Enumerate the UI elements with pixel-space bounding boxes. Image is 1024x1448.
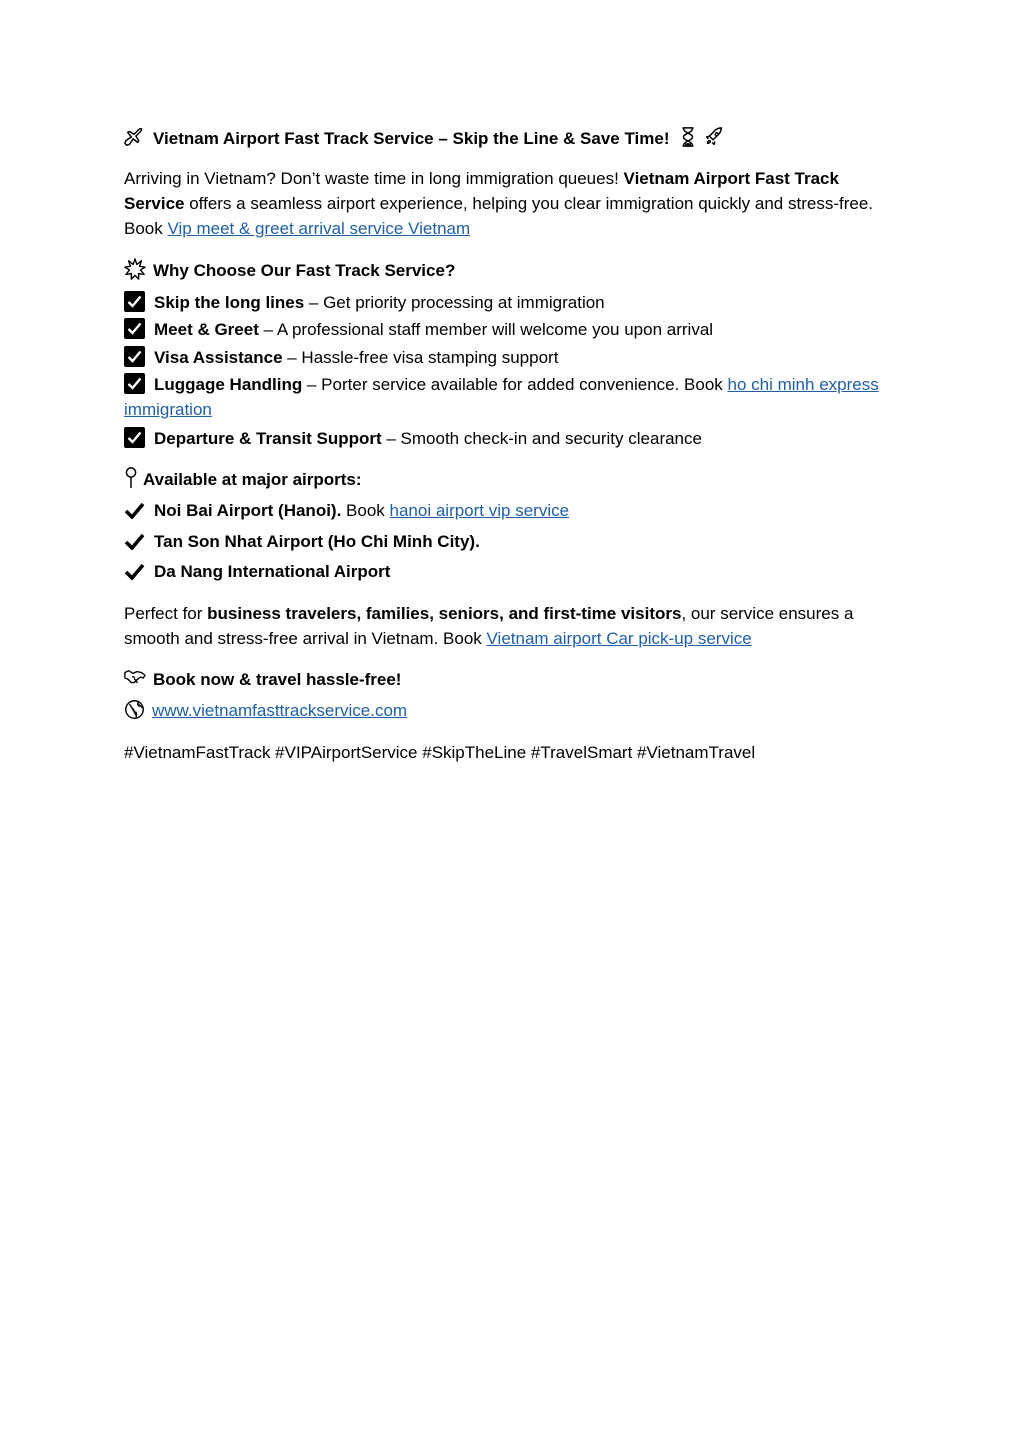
cta-heading — [124, 666, 904, 698]
list-item — [124, 316, 904, 344]
check-mark-icon — [124, 500, 145, 528]
why-heading-text: Why Choose Our Fast Track Service? — [153, 261, 456, 280]
title-text: Vietnam Airport Fast Track Service – Skip the Line & Save Time! — [153, 129, 670, 148]
list-item — [124, 528, 904, 559]
website-row — [124, 697, 904, 729]
item-bold: Luggage Handling — [154, 375, 303, 394]
list-item — [124, 344, 904, 372]
item-bold: Meet & Greet — [154, 320, 259, 339]
item-bold: Skip the long lines — [154, 292, 305, 312]
why-heading — [124, 257, 904, 289]
item-text: – Hassle-free visa stamping support — [282, 347, 559, 367]
airports-heading-text: Available at major airports: — [143, 469, 362, 489]
item-bold: Visa Assistance — [154, 347, 283, 367]
hourglass-icon — [680, 126, 696, 155]
list-item — [124, 497, 904, 528]
perfect-bold: business travelers, families, seniors, and first-time visitors — [207, 603, 682, 623]
hashtags: #VietnamFastTrack #VIPAirportService #SkipTheLine #TravelSmart #VietnamTravel — [124, 742, 756, 762]
check-box-icon — [124, 373, 145, 394]
intro-paragraph — [124, 166, 904, 241]
check-box-icon — [124, 318, 145, 339]
item-text: – Porter service available for added convenience. Book — [302, 375, 728, 394]
check-box-icon — [124, 427, 145, 448]
perfect-paragraph — [124, 601, 904, 651]
hanoi-airport-vip-link[interactable]: hanoi airport vip service — [389, 501, 570, 520]
list-item — [124, 371, 904, 422]
document-body — [124, 126, 904, 765]
intro-text: Arriving in Vietnam? Don’t waste time in long immigration queues! — [124, 169, 624, 188]
rocket-icon — [703, 126, 725, 155]
item-text: Book — [341, 501, 390, 520]
intro-bold: Vietnam Airport Fast Track Service — [124, 169, 839, 213]
check-mark-icon — [124, 561, 145, 589]
intro-text-2: offers a seamless airport experience, helping you clear immigration quickly and stress-free. Book — [124, 194, 873, 238]
item-text: – Smooth check-in and security clearance — [381, 429, 702, 448]
item-bold: Da Nang International Airport — [154, 562, 391, 581]
cta-heading-text: Book now & travel hassle-free! — [153, 669, 402, 689]
hcm-express-immigration-link[interactable]: ho chi minh express immigration — [124, 375, 879, 419]
airplane-icon — [124, 126, 146, 155]
pushpin-icon — [124, 467, 138, 498]
check-mark-icon — [124, 531, 145, 559]
handshake-icon — [124, 667, 146, 698]
sparkle-burst-icon — [124, 258, 146, 289]
airports-heading — [124, 466, 904, 498]
car-pickup-link[interactable]: Vietnam airport Car pick-up service — [486, 628, 752, 648]
website-link[interactable]: www.vietnamfasttrackservice.com — [152, 701, 408, 720]
item-text: – A professional staff member will welcome you upon arrival — [258, 320, 714, 339]
list-item — [124, 289, 904, 317]
perfect-text-2: , our service ensures a smooth and stress-free arrival in Vietnam. Book — [124, 603, 854, 648]
list-item — [124, 558, 904, 589]
item-bold: Departure & Transit Support — [154, 429, 382, 448]
page-title — [124, 126, 904, 155]
item-bold: Noi Bai Airport (Hanoi). — [154, 501, 342, 520]
perfect-text: Perfect for — [124, 603, 208, 623]
item-bold: Tan Son Nhat Airport (Ho Chi Minh City). — [154, 531, 480, 551]
globe-icon — [124, 699, 145, 729]
check-box-icon — [124, 346, 145, 367]
check-box-icon — [124, 291, 145, 312]
list-item — [124, 425, 904, 453]
vip-meet-greet-link[interactable]: Vip meet & greet arrival service Vietnam — [167, 219, 471, 238]
item-text: – Get priority processing at immigration — [304, 292, 605, 312]
